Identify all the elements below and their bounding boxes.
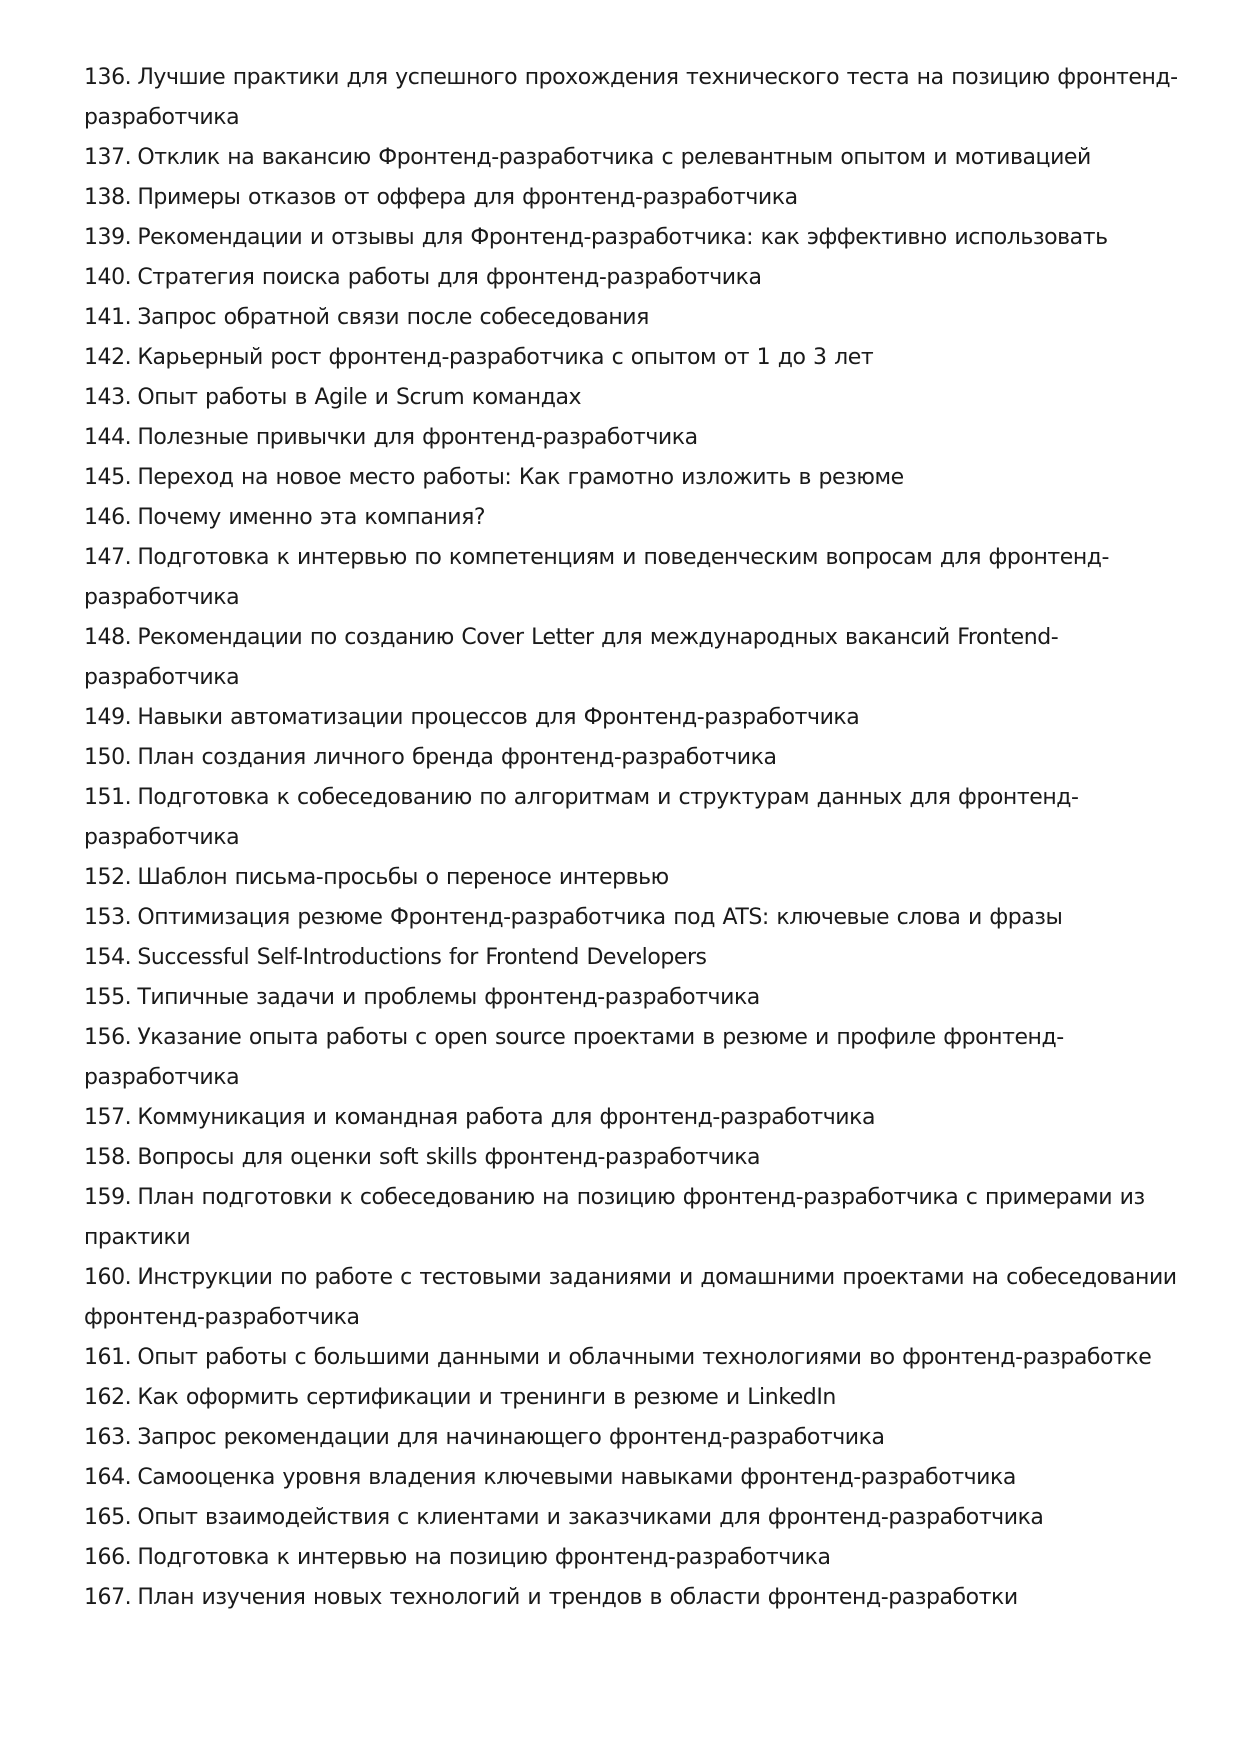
list-item (84, 1578, 1184, 1618)
list-item (84, 898, 1184, 938)
item-number: 150. (84, 745, 132, 770)
item-text: Полезные привычки для фронтенд-разработчика (137, 425, 698, 450)
item-number: 160. (84, 1265, 132, 1290)
item-text: Подготовка к интервью по компетенциям и поведенческим вопросам для фронтенд-разработчика (84, 545, 1110, 610)
item-text: Навыки автоматизации процессов для Фронтенд-разработчика (137, 705, 860, 730)
list-item (84, 418, 1184, 458)
list-item (84, 698, 1184, 738)
item-text: Рекомендации по созданию Cover Letter для международных вакансий Frontend-разработчика (84, 625, 1059, 690)
item-number: 156. (84, 1025, 132, 1050)
item-text: Карьерный рост фронтенд-разработчика с опытом от 1 до 3 лет (137, 345, 874, 370)
item-text: Стратегия поиска работы для фронтенд-разработчика (137, 265, 762, 290)
item-text: Примеры отказов от оффера для фронтенд-разработчика (137, 185, 798, 210)
item-number: 149. (84, 705, 132, 730)
list-item (84, 1458, 1184, 1498)
list-item (84, 258, 1184, 298)
item-number: 155. (84, 985, 132, 1010)
item-number: 145. (84, 465, 132, 490)
item-text: Лучшие практики для успешного прохождения технического теста на позицию фронтенд-разработчика (84, 65, 1178, 130)
item-number: 157. (84, 1105, 132, 1130)
item-text: Самооценка уровня владения ключевыми навыками фронтенд-разработчика (137, 1465, 1016, 1490)
item-text: Подготовка к интервью на позицию фронтенд-разработчика (137, 1545, 831, 1570)
item-number: 161. (84, 1345, 132, 1370)
item-number: 165. (84, 1505, 132, 1530)
item-number: 154. (84, 945, 132, 970)
item-text: Указание опыта работы с open source проектами в резюме и профиле фронтенд-разработчика (84, 1025, 1064, 1090)
list-item (84, 458, 1184, 498)
item-text: Successful Self-Introductions for Frontend Developers (137, 945, 707, 970)
list-item (84, 858, 1184, 898)
list-item (84, 1378, 1184, 1418)
list-item (84, 738, 1184, 778)
list-item (84, 1538, 1184, 1578)
list-item (84, 338, 1184, 378)
list-item (84, 58, 1184, 138)
item-number: 138. (84, 185, 132, 210)
item-text: Вопросы для оценки soft skills фронтенд-разработчика (137, 1145, 761, 1170)
list-item (84, 298, 1184, 338)
item-number: 167. (84, 1585, 132, 1610)
item-number: 153. (84, 905, 132, 930)
list-item (84, 1098, 1184, 1138)
item-number: 136. (84, 65, 132, 90)
list-item (84, 218, 1184, 258)
item-text: Опыт работы в Agile и Scrum командах (137, 385, 582, 410)
item-text: Инструкции по работе с тестовыми заданиями и домашними проектами на собеседовании фронтенд-разработчика (84, 1265, 1177, 1330)
item-text: Отклик на вакансию Фронтенд-разработчика с релевантным опытом и мотивацией (137, 145, 1091, 170)
item-number: 166. (84, 1545, 132, 1570)
item-number: 162. (84, 1385, 132, 1410)
item-text: Типичные задачи и проблемы фронтенд-разработчика (137, 985, 760, 1010)
item-text: Как оформить сертификации и тренинги в резюме и LinkedIn (137, 1385, 836, 1410)
list-item (84, 498, 1184, 538)
item-text: Шаблон письма-просьбы о переносе интервью (137, 865, 669, 890)
item-text: Рекомендации и отзывы для Фронтенд-разработчика: как эффективно использовать (137, 225, 1108, 250)
list-item (84, 138, 1184, 178)
item-number: 152. (84, 865, 132, 890)
item-number: 146. (84, 505, 132, 530)
item-number: 141. (84, 305, 132, 330)
item-text: Переход на новое место работы: Как грамотно изложить в резюме (137, 465, 904, 490)
list-item (84, 378, 1184, 418)
item-number: 148. (84, 625, 132, 650)
item-number: 159. (84, 1185, 132, 1210)
document-page (84, 58, 1184, 1618)
list-item (84, 978, 1184, 1018)
item-number: 164. (84, 1465, 132, 1490)
list-item (84, 1018, 1184, 1098)
item-number: 140. (84, 265, 132, 290)
item-text: Запрос обратной связи после собеседования (137, 305, 649, 330)
list-item (84, 1338, 1184, 1378)
item-text: План изучения новых технологий и трендов в области фронтенд-разработки (137, 1585, 1018, 1610)
list-item (84, 1178, 1184, 1258)
list-item (84, 1138, 1184, 1178)
item-text: Подготовка к собеседованию по алгоритмам и структурам данных для фронтенд-разработчика (84, 785, 1079, 850)
list-item (84, 938, 1184, 978)
item-number: 158. (84, 1145, 132, 1170)
item-text: Опыт взаимодействия с клиентами и заказчиками для фронтенд-разработчика (137, 1505, 1044, 1530)
item-text: Опыт работы с большими данными и облачными технологиями во фронтенд-разработке (137, 1345, 1152, 1370)
item-number: 147. (84, 545, 132, 570)
item-number: 137. (84, 145, 132, 170)
item-text: План подготовки к собеседованию на позицию фронтенд-разработчика с примерами из практики (84, 1185, 1145, 1250)
item-number: 163. (84, 1425, 132, 1450)
item-number: 144. (84, 425, 132, 450)
item-text: План создания личного бренда фронтенд-разработчика (137, 745, 777, 770)
list-item (84, 1418, 1184, 1458)
list-item (84, 538, 1184, 618)
list-item (84, 778, 1184, 858)
item-number: 151. (84, 785, 132, 810)
item-number: 143. (84, 385, 132, 410)
item-text: Запрос рекомендации для начинающего фронтенд-разработчика (137, 1425, 885, 1450)
item-text: Почему именно эта компания? (137, 505, 486, 530)
item-text: Оптимизация резюме Фронтенд-разработчика под ATS: ключевые слова и фразы (137, 905, 1063, 930)
list-item (84, 178, 1184, 218)
item-number: 142. (84, 345, 132, 370)
list-item (84, 1498, 1184, 1538)
item-number: 139. (84, 225, 132, 250)
list-item (84, 618, 1184, 698)
item-text: Коммуникация и командная работа для фронтенд-разработчика (137, 1105, 876, 1130)
list-item (84, 1258, 1184, 1338)
